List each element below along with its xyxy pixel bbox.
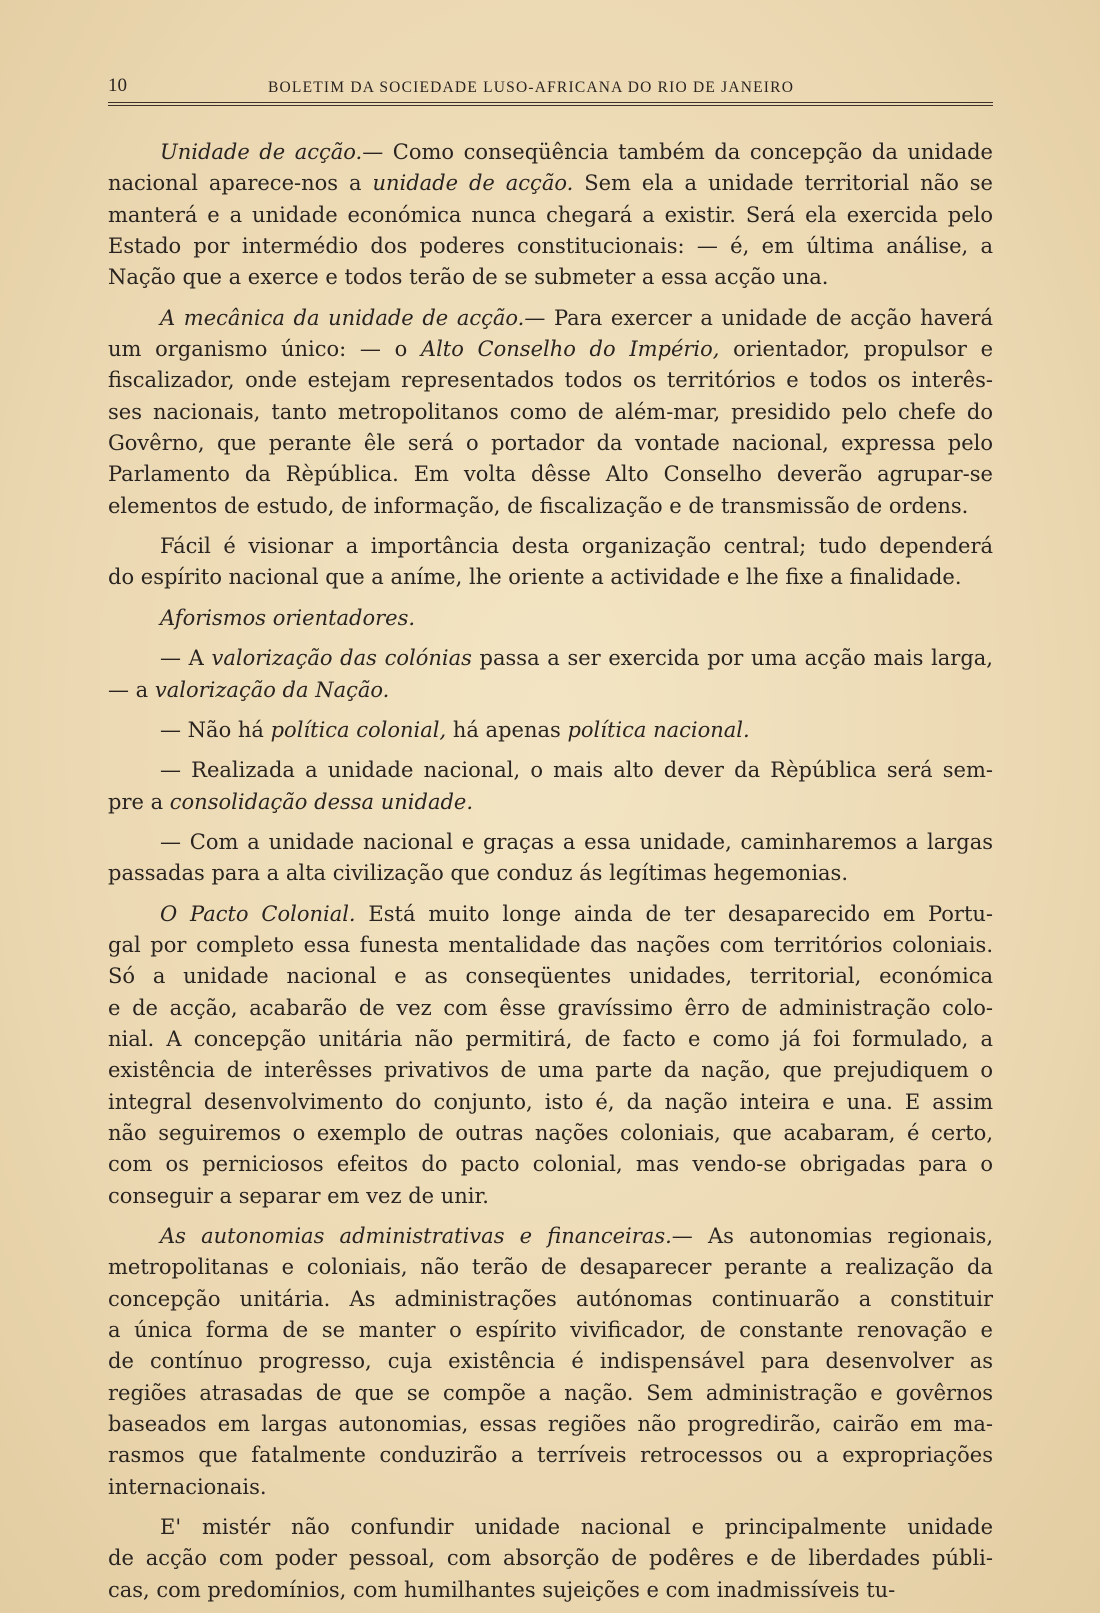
text-run: — Como conseqüência também da concepção da unidade bbox=[362, 140, 993, 164]
text-run: do espírito nacional que a aníme, lhe oriente a actividade e lhe fixe a finalidade. bbox=[108, 565, 962, 590]
text-run: — Para exercer a unidade de acção haverá bbox=[524, 305, 993, 330]
text-line bbox=[108, 1440, 993, 1471]
text-line bbox=[108, 397, 993, 428]
text-line bbox=[108, 459, 993, 490]
text-line bbox=[108, 365, 993, 396]
paragraph bbox=[108, 715, 993, 746]
text-run: — Não há bbox=[160, 717, 271, 742]
text-line bbox=[108, 715, 993, 746]
text-run: rasmos que fatalmente conduzirão a terríveis retrocessos ou a expropriações bbox=[108, 1443, 993, 1468]
text-line bbox=[108, 1512, 993, 1543]
text-line bbox=[108, 1543, 993, 1574]
text-line bbox=[108, 231, 993, 262]
text-line bbox=[108, 262, 993, 293]
text-run: e de acção, acabarão de vez com êsse gravíssimo êrro de administração colo- bbox=[108, 995, 993, 1020]
text-line bbox=[108, 643, 993, 674]
text-run: orientador, propulsor e bbox=[719, 337, 994, 362]
italic-text: valorização da Nação. bbox=[154, 677, 390, 702]
paragraph bbox=[108, 137, 993, 294]
italic-text: Aforismos orientadores. bbox=[160, 605, 416, 630]
text-run: nial. A concepção unitária não permitirá, de facto e como já foi formulado, a bbox=[108, 1026, 993, 1051]
text-line bbox=[108, 200, 993, 231]
text-run: gal por completo essa funesta mentalidade das nações com territórios coloniais. bbox=[108, 932, 993, 957]
text-line bbox=[108, 1472, 993, 1503]
text-run: internacionais. bbox=[108, 1474, 267, 1499]
italic-text: política colonial, bbox=[270, 717, 447, 742]
text-line bbox=[108, 1118, 993, 1149]
italic-text: As autonomias administrativas e financeiras. bbox=[160, 1224, 672, 1248]
text-run: nacional aparece-nos a bbox=[108, 171, 373, 196]
text-line bbox=[108, 899, 993, 930]
text-run: — As autonomias regionais, bbox=[671, 1224, 993, 1248]
text-run: Fácil é visionar a importância desta organização central; tudo dependerá bbox=[160, 534, 993, 559]
text-line bbox=[108, 858, 993, 889]
italic-text: A mecânica da unidade de acção. bbox=[160, 305, 525, 330]
text-line bbox=[108, 1315, 993, 1346]
text-line bbox=[108, 168, 993, 199]
text-line bbox=[108, 1181, 993, 1212]
text-run: passadas para a alta civilização que conduz ás legítimas hegemonias. bbox=[108, 861, 849, 886]
text-line bbox=[108, 1087, 993, 1118]
text-run: — Com a unidade nacional e graças a essa unidade, caminharemos a largas bbox=[160, 829, 993, 854]
italic-text: O Pacto Colonial. bbox=[160, 901, 356, 926]
text-line bbox=[108, 675, 993, 706]
text-line bbox=[108, 1252, 993, 1283]
text-run: E' mistér não confundir unidade nacional e principalmente unidade bbox=[160, 1515, 993, 1540]
text-run: regiões atrasadas de que se compõe a nação. Sem administração e govêrnos bbox=[108, 1380, 993, 1405]
text-run: integral desenvolvimento do conjunto, isto é, da nação inteira e una. E assim bbox=[108, 1089, 993, 1114]
text-line bbox=[108, 1221, 993, 1252]
paragraph bbox=[108, 899, 993, 1212]
text-line bbox=[108, 531, 993, 562]
text-run: Estado por intermédio dos poderes constitucionais: — é, em última análise, a bbox=[108, 234, 993, 259]
text-line bbox=[108, 1284, 993, 1315]
paragraph bbox=[108, 643, 993, 706]
text-run: ses nacionais, tanto metropolitanos como de além-mar, presidido pelo chefe do bbox=[108, 399, 993, 424]
text-run: Govêrno, que perante êle será o portador da vontade nacional, expressa pelo bbox=[108, 431, 993, 456]
running-header bbox=[108, 72, 993, 96]
paragraph bbox=[108, 1221, 993, 1503]
text-run: Só a unidade nacional e as conseqüentes unidades, territorial, económica bbox=[108, 964, 993, 989]
italic-text: unidade de acção. bbox=[372, 171, 574, 196]
text-line bbox=[108, 334, 993, 365]
text-line bbox=[108, 303, 993, 334]
italic-text: Alto Conselho do Império, bbox=[420, 337, 720, 362]
italic-text: Unidade de acção. bbox=[160, 140, 363, 164]
text-run: — a bbox=[108, 677, 155, 702]
text-run: existência de interêsses privativos de uma parte da nação, que prejudiquem o bbox=[108, 1058, 993, 1083]
text-run: elementos de estudo, de informação, de fiscalização e de transmissão de ordens. bbox=[108, 493, 969, 518]
text-run: de acção com poder pessoal, com absorção de podêres e de liberdades públi- bbox=[108, 1546, 993, 1571]
article-body bbox=[108, 137, 993, 1606]
text-run: manterá e a unidade económica nunca chegará a existir. Será ela exercida pelo bbox=[108, 202, 993, 227]
text-run: passa a ser exercida por uma acção mais larga, bbox=[471, 646, 993, 671]
text-run: a única forma de se manter o espírito vivificador, de constante renovação e bbox=[108, 1318, 993, 1343]
text-run: — A bbox=[160, 646, 212, 671]
text-run: baseados em largas autonomias, essas regiões não progredirão, cairão em ma- bbox=[108, 1412, 993, 1437]
text-run: um organismo único: — o bbox=[108, 337, 421, 362]
text-line bbox=[108, 603, 993, 634]
text-run: Parlamento da Rèpública. Em volta dêsse Alto Conselho deverão agrupar-se bbox=[108, 462, 993, 487]
text-line bbox=[108, 1378, 993, 1409]
text-line bbox=[108, 755, 993, 786]
italic-text: consolidação dessa unidade. bbox=[169, 789, 474, 814]
text-line bbox=[108, 1149, 993, 1180]
running-title: BOLETIM DA SOCIEDADE LUSO-AFRICANA DO RIO DE JANEIRO bbox=[268, 79, 795, 96]
paragraph bbox=[108, 1512, 993, 1606]
text-line bbox=[108, 787, 993, 818]
text-run: Sem ela a unidade territorial não se bbox=[573, 171, 993, 196]
paragraph bbox=[108, 755, 993, 818]
paragraph bbox=[108, 827, 993, 890]
text-line bbox=[108, 1346, 993, 1377]
text-run: há apenas bbox=[446, 717, 568, 742]
text-line bbox=[108, 562, 993, 593]
italic-text: política nacional. bbox=[567, 717, 750, 742]
page-number: 10 bbox=[108, 75, 127, 96]
text-run: fiscalizador, onde estejam representados todos os territórios e todos os interês- bbox=[108, 368, 993, 393]
paragraph bbox=[108, 303, 993, 522]
text-run: não seguiremos o exemplo de outras nações coloniais, que acabaram, é certo, bbox=[108, 1120, 993, 1145]
header-rule bbox=[108, 102, 993, 103]
text-line bbox=[108, 1055, 993, 1086]
text-run: concepção unitária. As administrações autónomas continuarão a constituir bbox=[108, 1286, 993, 1311]
text-line bbox=[108, 137, 993, 168]
text-run: Está muito longe ainda de ter desaparecido em Portu- bbox=[355, 901, 994, 926]
text-run: de contínuo progresso, cuja existência é indispensável para desenvolver as bbox=[108, 1349, 993, 1374]
header-rule-thin bbox=[108, 105, 993, 106]
page bbox=[108, 72, 993, 1606]
text-run: conseguir a separar em vez de unir. bbox=[108, 1183, 489, 1208]
paragraph bbox=[108, 603, 993, 634]
text-line bbox=[108, 428, 993, 459]
italic-text: valorização das colónias bbox=[211, 646, 472, 671]
text-run: — Realizada a unidade nacional, o mais alto dever da Rèpública será sem- bbox=[160, 758, 993, 783]
text-line bbox=[108, 1409, 993, 1440]
text-line bbox=[108, 1024, 993, 1055]
text-line bbox=[108, 827, 993, 858]
text-line bbox=[108, 930, 993, 961]
text-run: cas, com predomínios, com humilhantes sujeições e com inadmissíveis tu- bbox=[108, 1577, 896, 1602]
text-line bbox=[108, 1575, 993, 1606]
text-line bbox=[108, 993, 993, 1024]
text-run: metropolitanas e coloniais, não terão de desaparecer perante a realização da bbox=[108, 1255, 993, 1280]
text-run: Nação que a exerce e todos terão de se submeter a essa acção una. bbox=[108, 265, 829, 290]
text-run: pre a bbox=[108, 789, 170, 814]
text-run: com os perniciosos efeitos do pacto colonial, mas vendo-se obrigadas para o bbox=[108, 1152, 993, 1177]
text-line bbox=[108, 491, 993, 522]
paragraph bbox=[108, 531, 993, 594]
text-line bbox=[108, 961, 993, 992]
